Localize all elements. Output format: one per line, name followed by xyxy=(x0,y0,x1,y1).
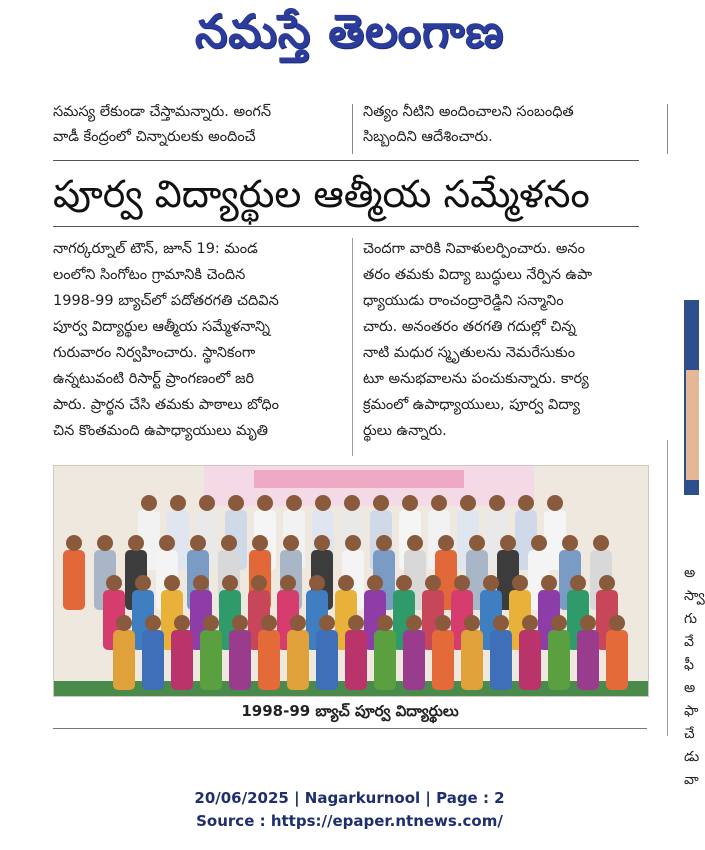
photo-person-head xyxy=(116,615,132,631)
text-line: ఫీ xyxy=(684,657,694,673)
article-headline: పూర్వ విద్యార్థుల ఆత్మీయ సమ్మేళనం xyxy=(53,172,590,216)
photo-person-head xyxy=(493,615,509,631)
text-line: అ xyxy=(684,680,696,696)
photo-person-head xyxy=(257,495,273,511)
photo-caption: 1998-99 బ్యాచ్ పూర్వ విద్యార్థులు xyxy=(241,702,459,720)
photo-person-head xyxy=(438,535,454,551)
text-line: వే xyxy=(684,634,694,650)
horizontal-rule xyxy=(53,226,639,227)
text-line: వాడీ కేంద్రంలో చిన్నారులకు అందించే xyxy=(53,129,256,145)
photo-person-head xyxy=(425,575,441,591)
source-footer xyxy=(0,787,699,833)
photo-person-head xyxy=(373,495,389,511)
photo-person-body xyxy=(316,630,338,690)
photo-person-head xyxy=(280,575,296,591)
photo-person-head xyxy=(547,495,563,511)
text-line: చిన కొంతమంది ఉపాధ్యాయులు మృతి xyxy=(53,423,268,439)
text-line: నాగర్కర్నూల్ టౌన్, జూన్ 19: మండ xyxy=(53,241,258,257)
photo-person-head xyxy=(469,535,485,551)
photo-person-head xyxy=(319,615,335,631)
text-line: గు xyxy=(684,611,698,627)
photo-person-head xyxy=(106,575,122,591)
photo-person-head xyxy=(221,535,237,551)
text-line: క్రమంలో ఉపాధ్యాయులు, పూర్వ విద్యా xyxy=(363,397,581,413)
photo-person-head xyxy=(609,615,625,631)
photo-person-body xyxy=(287,630,309,690)
text-line: ఫా xyxy=(684,703,699,719)
photo-person-body xyxy=(258,630,280,690)
photo-person-head xyxy=(396,575,412,591)
photo-person-head xyxy=(141,495,157,511)
photo-person-head xyxy=(541,575,557,591)
photo-person-head xyxy=(170,495,186,511)
column-divider xyxy=(352,238,353,456)
photo-person-head xyxy=(344,495,360,511)
photo-person-head xyxy=(314,535,330,551)
column-divider xyxy=(667,104,668,154)
photo-person-body xyxy=(519,630,541,690)
photo-person-body xyxy=(345,630,367,690)
text-line: పూర్వ విద్యార్థుల ఆత్మీయ సమ్మేళనాన్ని xyxy=(53,319,271,335)
photo-person-head xyxy=(97,535,113,551)
previous-story-left-column xyxy=(53,100,343,150)
photo-person-body xyxy=(461,630,483,690)
photo-person-head xyxy=(315,495,331,511)
text-line: 1998-99 బ్యాచ్‌లో పదోతరగతి చదివిన xyxy=(53,293,279,309)
horizontal-rule xyxy=(53,160,639,161)
group-photo xyxy=(53,465,649,697)
photo-person-body xyxy=(374,630,396,690)
photo-person-head xyxy=(252,535,268,551)
photo-person-head xyxy=(518,495,534,511)
text-line: సిబ్బందిని ఆదేశించారు. xyxy=(363,129,493,145)
photo-person-body xyxy=(577,630,599,690)
text-line: ర్థులు ఉన్నారు. xyxy=(363,423,447,439)
photo-person-head xyxy=(135,575,151,591)
photo-person-head xyxy=(367,575,383,591)
photo-person-body xyxy=(171,630,193,690)
photo-person-body xyxy=(606,630,628,690)
photo-person-body xyxy=(490,630,512,690)
photo-person-body xyxy=(142,630,164,690)
photo-person-head xyxy=(283,535,299,551)
photo-person-head xyxy=(66,535,82,551)
text-line: చారు. అనంతరం తరగతి గదుల్లో చిన్న xyxy=(363,319,576,335)
text-line: ధ్యాయుడు రాంచంద్రారెడ్డిని సన్మానిం xyxy=(363,293,564,309)
photo-person-head xyxy=(407,535,423,551)
photo-person-head xyxy=(580,615,596,631)
photo-person-head xyxy=(522,615,538,631)
photo-person-head xyxy=(199,495,215,511)
photo-person-head xyxy=(338,575,354,591)
photo-person-head xyxy=(164,575,180,591)
photo-person-head xyxy=(562,535,578,551)
text-line: నాటి మధుర స్మృతులను నెమరేసుకుం xyxy=(363,345,576,361)
photo-person-head xyxy=(483,575,499,591)
photo-person-head xyxy=(261,615,277,631)
photo-person-head xyxy=(489,495,505,511)
photo-person-head xyxy=(599,575,615,591)
photo-person-body xyxy=(229,630,251,690)
photo-person-head xyxy=(203,615,219,631)
photo-person-head xyxy=(460,495,476,511)
photo-person-head xyxy=(228,495,244,511)
article-left-column xyxy=(53,236,343,444)
photo-person-head xyxy=(159,535,175,551)
adjacent-photo-fragment xyxy=(686,370,699,480)
photo-person-head xyxy=(435,615,451,631)
photo-person-head xyxy=(512,575,528,591)
column-divider xyxy=(667,440,668,736)
photo-person-head xyxy=(593,535,609,551)
photo-person-head xyxy=(348,615,364,631)
adjacent-text-fragment xyxy=(684,562,705,792)
photo-person-head xyxy=(345,535,361,551)
photo-person-head xyxy=(402,495,418,511)
photo-person-body xyxy=(113,630,135,690)
photo-person-head xyxy=(377,615,393,631)
photo-person-head xyxy=(193,575,209,591)
photo-person-head xyxy=(190,535,206,551)
photo-person-head xyxy=(290,615,306,631)
photo-person-head xyxy=(309,575,325,591)
photo-person-head xyxy=(145,615,161,631)
text-line: లంలోని సింగోటం గ్రామానికి చెందిన xyxy=(53,267,246,283)
article-right-column xyxy=(363,236,655,444)
photo-person-head xyxy=(500,535,516,551)
photo-person-head xyxy=(551,615,567,631)
photo-person-head xyxy=(531,535,547,551)
text-line: ఉన్నటువంటి రిసార్ట్ ప్రాంగణంలో జరి xyxy=(53,371,255,387)
photo-person-head xyxy=(570,575,586,591)
text-line: టూ అనుభవాలను పంచుకున్నారు. కార్య xyxy=(363,371,589,387)
text-line: చెందగా వారికి నివాళులర్పించారు. అనం xyxy=(363,241,585,257)
group-photo-illustration xyxy=(54,466,648,696)
photo-person-head xyxy=(174,615,190,631)
text-line: తరం తమకు విద్యా బుద్ధులు నేర్పిన ఉపా xyxy=(363,267,593,283)
photo-person-body xyxy=(432,630,454,690)
footer-source-link: Source : https://epaper.ntnews.com/ xyxy=(196,812,503,830)
photo-person-head xyxy=(286,495,302,511)
text-line: అ xyxy=(684,565,696,581)
photo-person-body xyxy=(63,550,85,610)
text-line: గురువారం నిర్వహించారు. స్థానికంగా xyxy=(53,345,256,361)
text-line: సమస్య లేకుండా చేస్తామన్నారు. అంగన్ xyxy=(53,104,272,120)
photo-person-head xyxy=(222,575,238,591)
photo-person-head xyxy=(464,615,480,631)
text-line: వా xyxy=(684,772,699,788)
photo-person-head xyxy=(232,615,248,631)
photo-person-body xyxy=(548,630,570,690)
text-line: స్వా xyxy=(684,588,705,604)
previous-story-right-column xyxy=(363,100,663,150)
text-line: డు xyxy=(684,749,700,765)
adjacent-column-fragment xyxy=(676,100,705,788)
text-line: నిత్యం నీటిని అందించాలని సంబంధిత xyxy=(363,104,574,120)
text-line: చే xyxy=(684,726,695,742)
photo-person-head xyxy=(376,535,392,551)
photo-person-head xyxy=(406,615,422,631)
photo-person-body xyxy=(403,630,425,690)
footer-date-edition: 20/06/2025 | Nagarkurnool | Page : 2 xyxy=(194,789,505,807)
masthead-title: నమస్తే తెలంగాణ xyxy=(194,4,505,58)
photo-person-head xyxy=(454,575,470,591)
photo-person-head xyxy=(128,535,144,551)
photo-person-head xyxy=(251,575,267,591)
photo-person-body xyxy=(200,630,222,690)
text-line: పారు. ప్రార్థన చేసి తమకు పాఠాలు బోధిం xyxy=(53,397,280,413)
column-divider xyxy=(352,104,353,154)
photo-person-head xyxy=(431,495,447,511)
horizontal-rule xyxy=(53,728,647,729)
